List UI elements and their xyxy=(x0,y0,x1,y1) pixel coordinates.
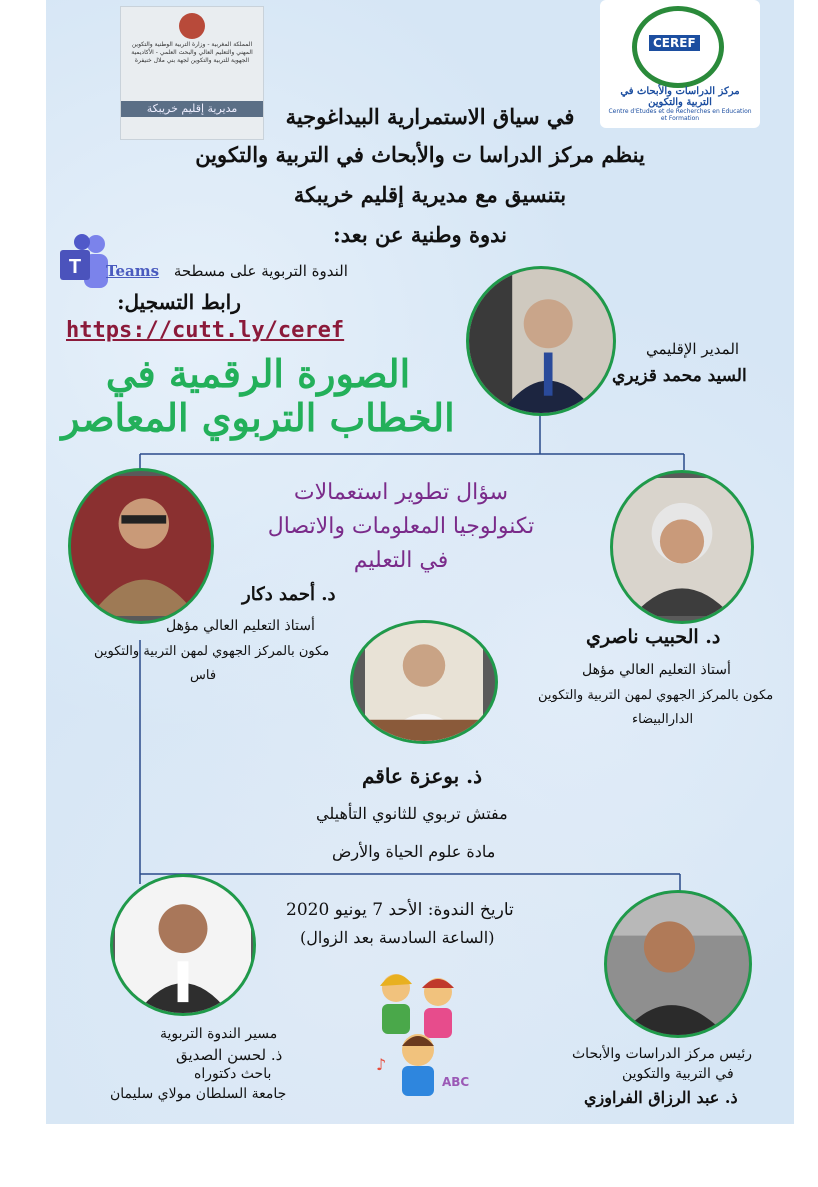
speaker-center-name: ذ. بوعزة عاقم xyxy=(362,764,483,788)
speaker-right-title: أستاذ التعليم العالي مؤهل xyxy=(582,662,731,678)
seminar-time: (الساعة السادسة بعد الزوال) xyxy=(300,928,495,947)
moderator-university: جامعة السلطان مولاي سليمان xyxy=(110,1086,287,1102)
moderator-name: ذ. لحسن الصديق xyxy=(176,1046,283,1064)
director-name: السيد محمد قزيري xyxy=(612,366,747,386)
subject-line-2: تكنولوجيا المعلومات والاتصال xyxy=(267,514,535,539)
registration-link[interactable]: https://cutt.ly/ceref xyxy=(66,318,345,343)
speaker-center-subject: مادة علوم الحياة والأرض xyxy=(332,842,496,861)
poster xyxy=(46,0,794,1124)
title-line-1: في سياق الاستمرارية البيداغوجية xyxy=(285,104,575,129)
seminar-date: تاريخ الندوة: الأحد 7 يونيو 2020 xyxy=(286,900,514,920)
ministry-logo xyxy=(120,6,264,140)
ceref-globe-icon xyxy=(632,6,724,88)
director-role: المدير الإقليمي xyxy=(646,340,740,358)
platform-text: الندوة التربوية على مسطحة xyxy=(173,262,348,280)
platform-line xyxy=(106,262,348,280)
teams-icon xyxy=(58,232,110,292)
speaker-center-title: مفتش تربوي للثانوي التأهيلي xyxy=(316,804,508,823)
moderator-photo xyxy=(110,874,256,1016)
seminar-subject xyxy=(206,476,596,578)
ceref-french-name: Centre d'Etudes et de Recherches en Education et Formation xyxy=(608,108,752,122)
speaker-right-affiliation: مكون بالمركز الجهوي لمهن التربية والتكوين xyxy=(538,688,774,703)
royal-seal-icon xyxy=(179,13,205,39)
theme-line-2: الخطاب التربوي المعاصر xyxy=(61,395,455,440)
director-photo xyxy=(466,266,616,416)
subject-line-1: سؤال تطوير استعمالات xyxy=(293,480,509,505)
speaker-left-name: د. أحمد دكار xyxy=(242,584,336,605)
speaker-right-city: الدارالبيضاء xyxy=(632,712,694,727)
registration-label: رابط التسجيل: xyxy=(117,290,241,314)
speaker-center-photo xyxy=(350,620,498,744)
theme-title xyxy=(48,352,468,440)
speaker-right-photo xyxy=(610,470,754,624)
svg-text:T: T xyxy=(68,256,82,278)
center-head-role-1: رئيس مركز الدراسات والأبحاث xyxy=(572,1046,753,1062)
svg-text:♪: ♪ xyxy=(376,1055,387,1074)
center-head-photo xyxy=(604,890,752,1038)
title-line-3: بتنسيق مع مديرية إقليم خريبكة xyxy=(293,182,567,207)
ministry-text: المملكة المغربية - وزارة التربية الوطنية والتكوين المهني والتعليم العالي والبحث العلمي - الأكاديمية الجهوية للتربية والتكوين لجهة بني ملال خنيفرة xyxy=(131,41,253,64)
speaker-right-name: د. الحبيب ناصري xyxy=(586,626,721,648)
svg-text:ABC: ABC xyxy=(442,1075,470,1089)
speaker-left-title: أستاذ التعليم العالي مؤهل xyxy=(166,618,315,634)
moderator-role: مسير الندوة التربوية xyxy=(160,1026,278,1042)
title-line-2: ينظم مركز الدراسا ت والأبحاث في التربية والتكوين xyxy=(195,142,645,167)
kids-illustration xyxy=(362,958,472,1108)
ceref-label: CEREF xyxy=(649,35,700,51)
center-head-role-2: في التربية والتكوين xyxy=(622,1066,734,1082)
theme-line-1: الصورة الرقمية في xyxy=(105,351,411,396)
title-line-4: ندوة وطنية عن بعد: xyxy=(333,222,507,247)
speaker-left-affiliation: مكون بالمركز الجهوي لمهن التربية والتكوين xyxy=(94,644,330,659)
speaker-left-city: فاس xyxy=(190,668,217,683)
speaker-left-photo xyxy=(68,468,214,624)
moderator-title: باحث دكتوراه xyxy=(194,1066,272,1082)
center-head-name: ذ. عبد الرزاق الفراوزي xyxy=(584,1088,738,1107)
ceref-arabic-name: مركز الدراسات والأبحاث في التربية والتكوين xyxy=(620,86,740,108)
subject-line-3: في التعليم xyxy=(353,548,449,573)
ministry-band: مديرية إقليم خريبكة xyxy=(121,101,263,117)
ceref-logo xyxy=(600,0,760,128)
teams-link[interactable]: Teams xyxy=(106,262,160,280)
